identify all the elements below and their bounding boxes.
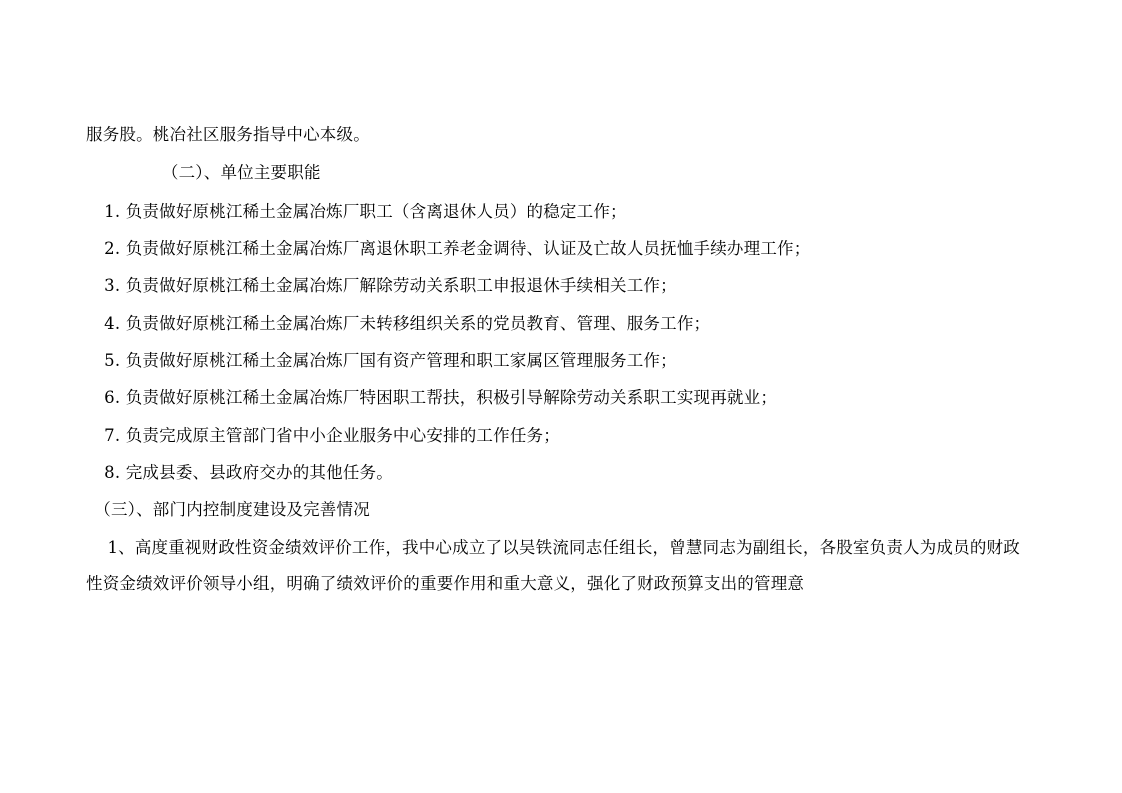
paragraph-performance-evaluation: 1、高度重视财政性资金绩效评价工作，我中心成立了以吴铁流同志任组长，曾慧同志为副组长，各股室负责人为成员的财政性资金绩效评价领导小组，明确了绩效评价的重要作用和重大意义，强化了财政预算支出的管理意 bbox=[86, 538, 1020, 593]
section-heading-unit-functions: （二）、单位主要职能 bbox=[161, 163, 321, 183]
list-item: 3. 负责做好原桃江稀土金属冶炼厂解除劳动关系职工申报退休手续相关工作； bbox=[104, 276, 677, 296]
list-item: 5. 负责做好原桃江稀土金属冶炼厂国有资产管理和职工家属区管理服务工作； bbox=[104, 350, 677, 370]
list-item: 1. 负责做好原桃江稀土金属冶炼厂职工（含离退休人员）的稳定工作； bbox=[104, 201, 627, 221]
list-item: 2. 负责做好原桃江稀土金属冶炼厂离退休职工养老金调待、认证及亡故人员抚恤手续办理工作； bbox=[104, 238, 811, 258]
list-item: 4. 负责做好原桃江稀土金属冶炼厂未转移组织关系的党员教育、管理、服务工作； bbox=[104, 313, 711, 333]
section-heading-internal-control: （三）、部门内控制度建设及完善情况 bbox=[94, 500, 370, 520]
list-item: 6. 负责做好原桃江稀土金属冶炼厂特困职工帮扶，积极引导解除劳动关系职工实现再就业； bbox=[104, 388, 778, 408]
document-body bbox=[86, 118, 1036, 601]
paragraph-continued: 服务股。桃冶社区服务指导中心本级。 bbox=[86, 125, 370, 144]
list-item: 8. 完成县委、县政府交办的其他任务。 bbox=[104, 462, 393, 482]
list-item: 7. 负责完成原主管部门省中小企业服务中心安排的工作任务； bbox=[104, 425, 560, 445]
